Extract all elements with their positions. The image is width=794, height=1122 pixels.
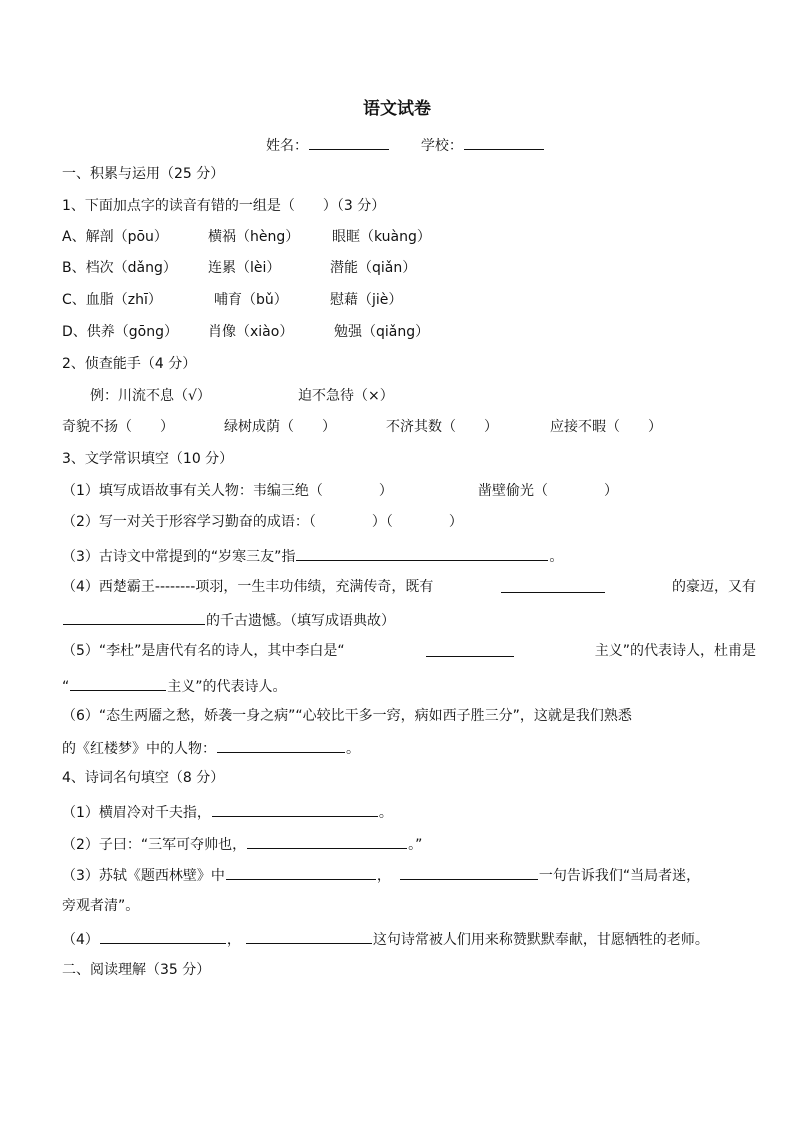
q1-option-c[interactable] xyxy=(0,290,794,310)
option-c-1: C、血脂（zhī） xyxy=(62,292,162,308)
q2-item-4[interactable]: 应接不暇（ ） xyxy=(550,419,662,435)
q4-stem: 4、诗词名句填空（8 分） xyxy=(62,770,225,786)
q3-line-1 xyxy=(0,481,794,501)
q3-5-text-3: 主义”的代表诗人。 xyxy=(167,679,287,695)
q3-line-5 xyxy=(62,641,756,661)
q3-line-3 xyxy=(62,545,563,567)
option-b-3: 潜能（qiǎn） xyxy=(330,260,417,276)
q1-stem: 1、下面加点字的读音有错的一组是（ ）（3 分） xyxy=(62,198,386,214)
name-label: 姓名： xyxy=(266,138,308,154)
q3-6-text: 的《红楼梦》中的人物： xyxy=(62,741,216,757)
exam-title: 语文试卷 xyxy=(363,99,431,119)
name-blank[interactable] xyxy=(309,134,389,150)
q4-line-1 xyxy=(62,801,393,823)
q3-5-open-quote: “ xyxy=(62,679,70,695)
q4-4-text: （4） xyxy=(62,932,99,948)
option-c-3: 慰藉（jiè） xyxy=(330,292,403,308)
q3-3-blank[interactable] xyxy=(296,545,548,561)
q4-4-text-2: 这句诗常被人们用来称赞默默奉献，甘愿牺牲的老师。 xyxy=(372,932,709,948)
q4-3-text-2: 一句告诉我们“当局者迷， xyxy=(538,868,701,884)
q4-1-blank[interactable] xyxy=(212,801,378,817)
q1-option-d[interactable] xyxy=(0,322,794,342)
q3-5-text-2: 主义”的代表诗人，杜甫是 xyxy=(594,643,756,659)
q3-line-5-cont xyxy=(62,675,287,697)
q3-1-part-b[interactable]: 凿壁偷光（ ） xyxy=(478,483,618,499)
option-d-2: 肖像（xiào） xyxy=(208,324,294,340)
q4-line-4 xyxy=(62,928,709,950)
school-blank[interactable] xyxy=(464,134,544,150)
q2-item-3[interactable]: 不济其数（ ） xyxy=(386,419,498,435)
q2-item-1[interactable]: 奇貌不扬（ ） xyxy=(62,419,174,435)
q3-stem: 3、文学常识填空（10 分） xyxy=(62,451,234,467)
section-2-heading: 二、阅读理解（35 分） xyxy=(62,962,211,978)
q4-line-3 xyxy=(62,864,700,886)
option-d-3: 勉强（qiǎng） xyxy=(334,324,430,340)
q1-option-b[interactable] xyxy=(0,258,794,278)
q3-6-blank[interactable] xyxy=(217,737,345,753)
q4-1-text: （1）横眉冷对千夫指， xyxy=(62,805,211,821)
q3-4-blank-1[interactable] xyxy=(501,577,605,593)
q2-stem: 2、侦查能手（4 分） xyxy=(62,356,197,372)
q4-3-blank-1[interactable] xyxy=(226,864,376,880)
q3-5-blank-1[interactable] xyxy=(426,641,514,657)
q2-example-1: 例：川流不息（√） xyxy=(90,388,211,404)
q4-line-2 xyxy=(62,833,422,855)
q3-line-4 xyxy=(62,577,756,597)
q4-3-text: （3）苏轼《题西林壁》中 xyxy=(62,868,225,884)
q4-1-end: 。 xyxy=(378,805,393,821)
q2-items-line xyxy=(0,417,794,437)
q3-4-text: （4）西楚霸王--------项羽，一生丰功伟绩，充满传奇，既有 xyxy=(62,579,434,595)
q2-example-line xyxy=(0,386,794,406)
school-label: 学校： xyxy=(420,138,463,154)
q3-line-2[interactable]: （2）写一对关于形容学习勤奋的成语：（ ）（ ） xyxy=(62,514,463,530)
q4-3-comma: ， xyxy=(376,868,391,884)
option-a-2: 横祸（hèng） xyxy=(208,229,300,245)
q3-5-blank-2[interactable] xyxy=(70,675,166,691)
option-a-3: 眼眶（kuàng） xyxy=(332,229,431,245)
q2-item-2[interactable]: 绿树成荫（ ） xyxy=(224,419,336,435)
q2-example-2: 迫不急待（×） xyxy=(298,388,394,404)
q1-option-a[interactable] xyxy=(0,227,794,247)
q3-4-text-2: 的豪迈，又有 xyxy=(671,579,756,595)
q3-4-text-3: 的千古遗憾。（填写成语典故） xyxy=(206,613,395,629)
q3-3-text: （3）古诗文中常提到的“岁寒三友”指 xyxy=(62,549,296,565)
q3-line-6: （6）“态生两靥之愁，娇袭一身之病”“心较比干多一窍，病如西子胜三分”，这就是我们熟悉 xyxy=(62,708,632,724)
option-b-2: 连累（lèi） xyxy=(208,260,281,276)
info-line xyxy=(266,134,545,156)
q4-2-end: 。” xyxy=(408,837,423,853)
q3-line-4-cont xyxy=(62,609,395,631)
q4-3-blank-2[interactable] xyxy=(400,864,538,880)
q4-2-blank[interactable] xyxy=(247,833,407,849)
q3-line-6-cont xyxy=(62,737,360,759)
q4-4-blank-2[interactable] xyxy=(246,928,372,944)
q4-4-blank-1[interactable] xyxy=(100,928,226,944)
q4-4-comma: ， xyxy=(226,932,241,948)
q3-6-end: 。 xyxy=(346,741,360,757)
section-1-heading: 一、积累与运用（25 分） xyxy=(62,166,225,182)
q3-4-blank-2[interactable] xyxy=(63,609,205,625)
option-c-2: 哺育（bǔ） xyxy=(214,292,288,308)
option-b-1: B、档次（dǎng） xyxy=(62,260,177,276)
option-a-1: A、解剖（pōu） xyxy=(62,229,168,245)
q3-5-text: （5）“李杜”是唐代有名的诗人，其中李白是“ xyxy=(62,643,345,659)
q4-2-text: （2）子曰：“三军可夺帅也， xyxy=(62,837,247,853)
q3-1-part-a[interactable]: （1）填写成语故事有关人物：韦编三绝（ ） xyxy=(62,483,393,499)
option-d-1: D、供养（gōng） xyxy=(62,324,178,340)
q3-3-end: 。 xyxy=(549,549,564,565)
q4-line-3-cont: 旁观者清”。 xyxy=(62,898,140,914)
